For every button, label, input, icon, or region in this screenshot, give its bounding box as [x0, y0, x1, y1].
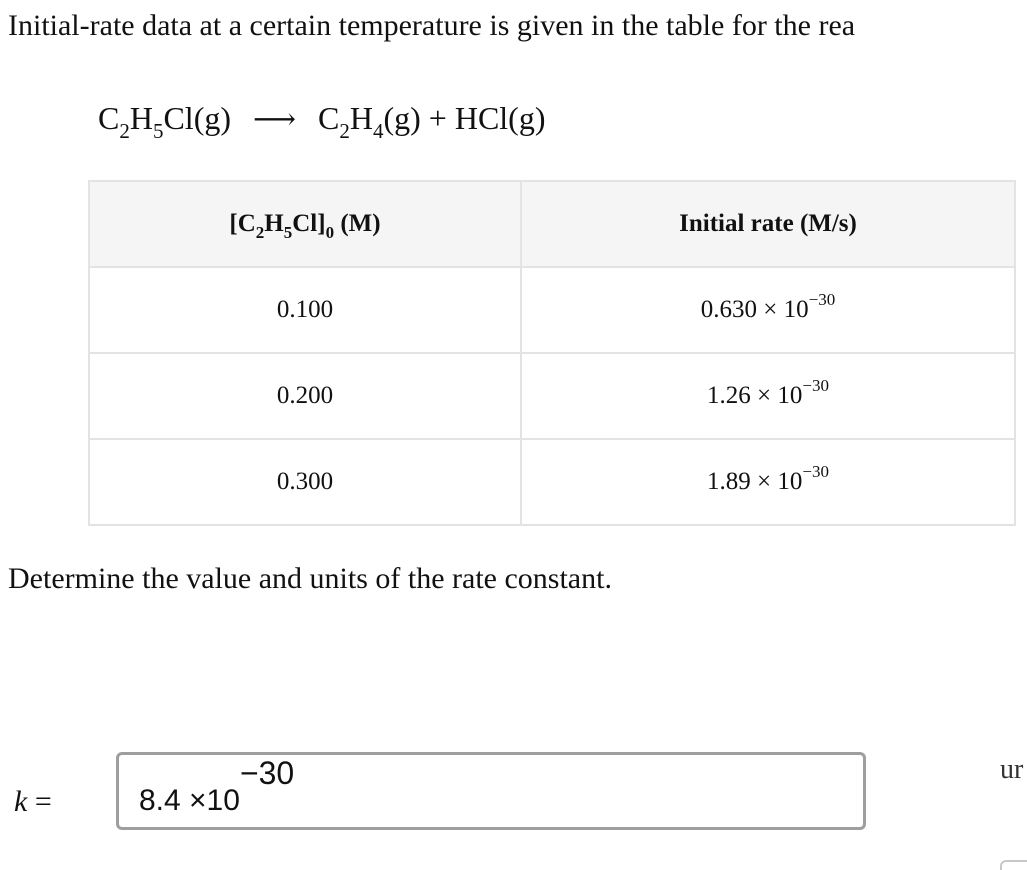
rate-constant-input[interactable] [116, 752, 866, 830]
concentration-cell: 0.300 [89, 439, 521, 525]
chemical-equation [98, 96, 545, 142]
initial-rate-table [88, 180, 1016, 526]
concentration-cell: 0.200 [89, 353, 521, 439]
product-hcl: HCl(g) [454, 100, 546, 136]
table-row [89, 267, 1015, 353]
table-header-row [89, 181, 1015, 267]
reaction-arrow: ⟶ [253, 103, 297, 136]
plus-sign: + [428, 100, 447, 136]
rate-header: Initial rate (M/s) [521, 181, 1015, 267]
rate-constant-value: 8.4 ×10−30 [139, 755, 295, 817]
rate-cell: $0.630 \times 10^{-30}$ [521, 267, 1015, 353]
units-dropdown[interactable] [1000, 860, 1027, 870]
reactant: $C_2H_5Cl(g)$ [98, 100, 231, 143]
question-prompt: Determine the value and units of the rate constant. [8, 562, 612, 595]
rate-cell: $1.26 \times 10^{-30}$ [521, 353, 1015, 439]
concentration-header: $[C_2H_5Cl]_0$ (M) [89, 181, 521, 267]
concentration-cell: 0.100 [89, 267, 521, 353]
rate-constant-label: k = [14, 785, 52, 818]
table-row [89, 439, 1015, 525]
product-ethylene: $C_2H_4(g)$ [318, 100, 421, 143]
rate-cell: $1.89 \times 10^{-30}$ [521, 439, 1015, 525]
table-row [89, 353, 1015, 439]
question-intro: Initial-rate data at a certain temperature is given in the table for the rea [8, 9, 856, 42]
units-label: ur [1000, 754, 1024, 785]
